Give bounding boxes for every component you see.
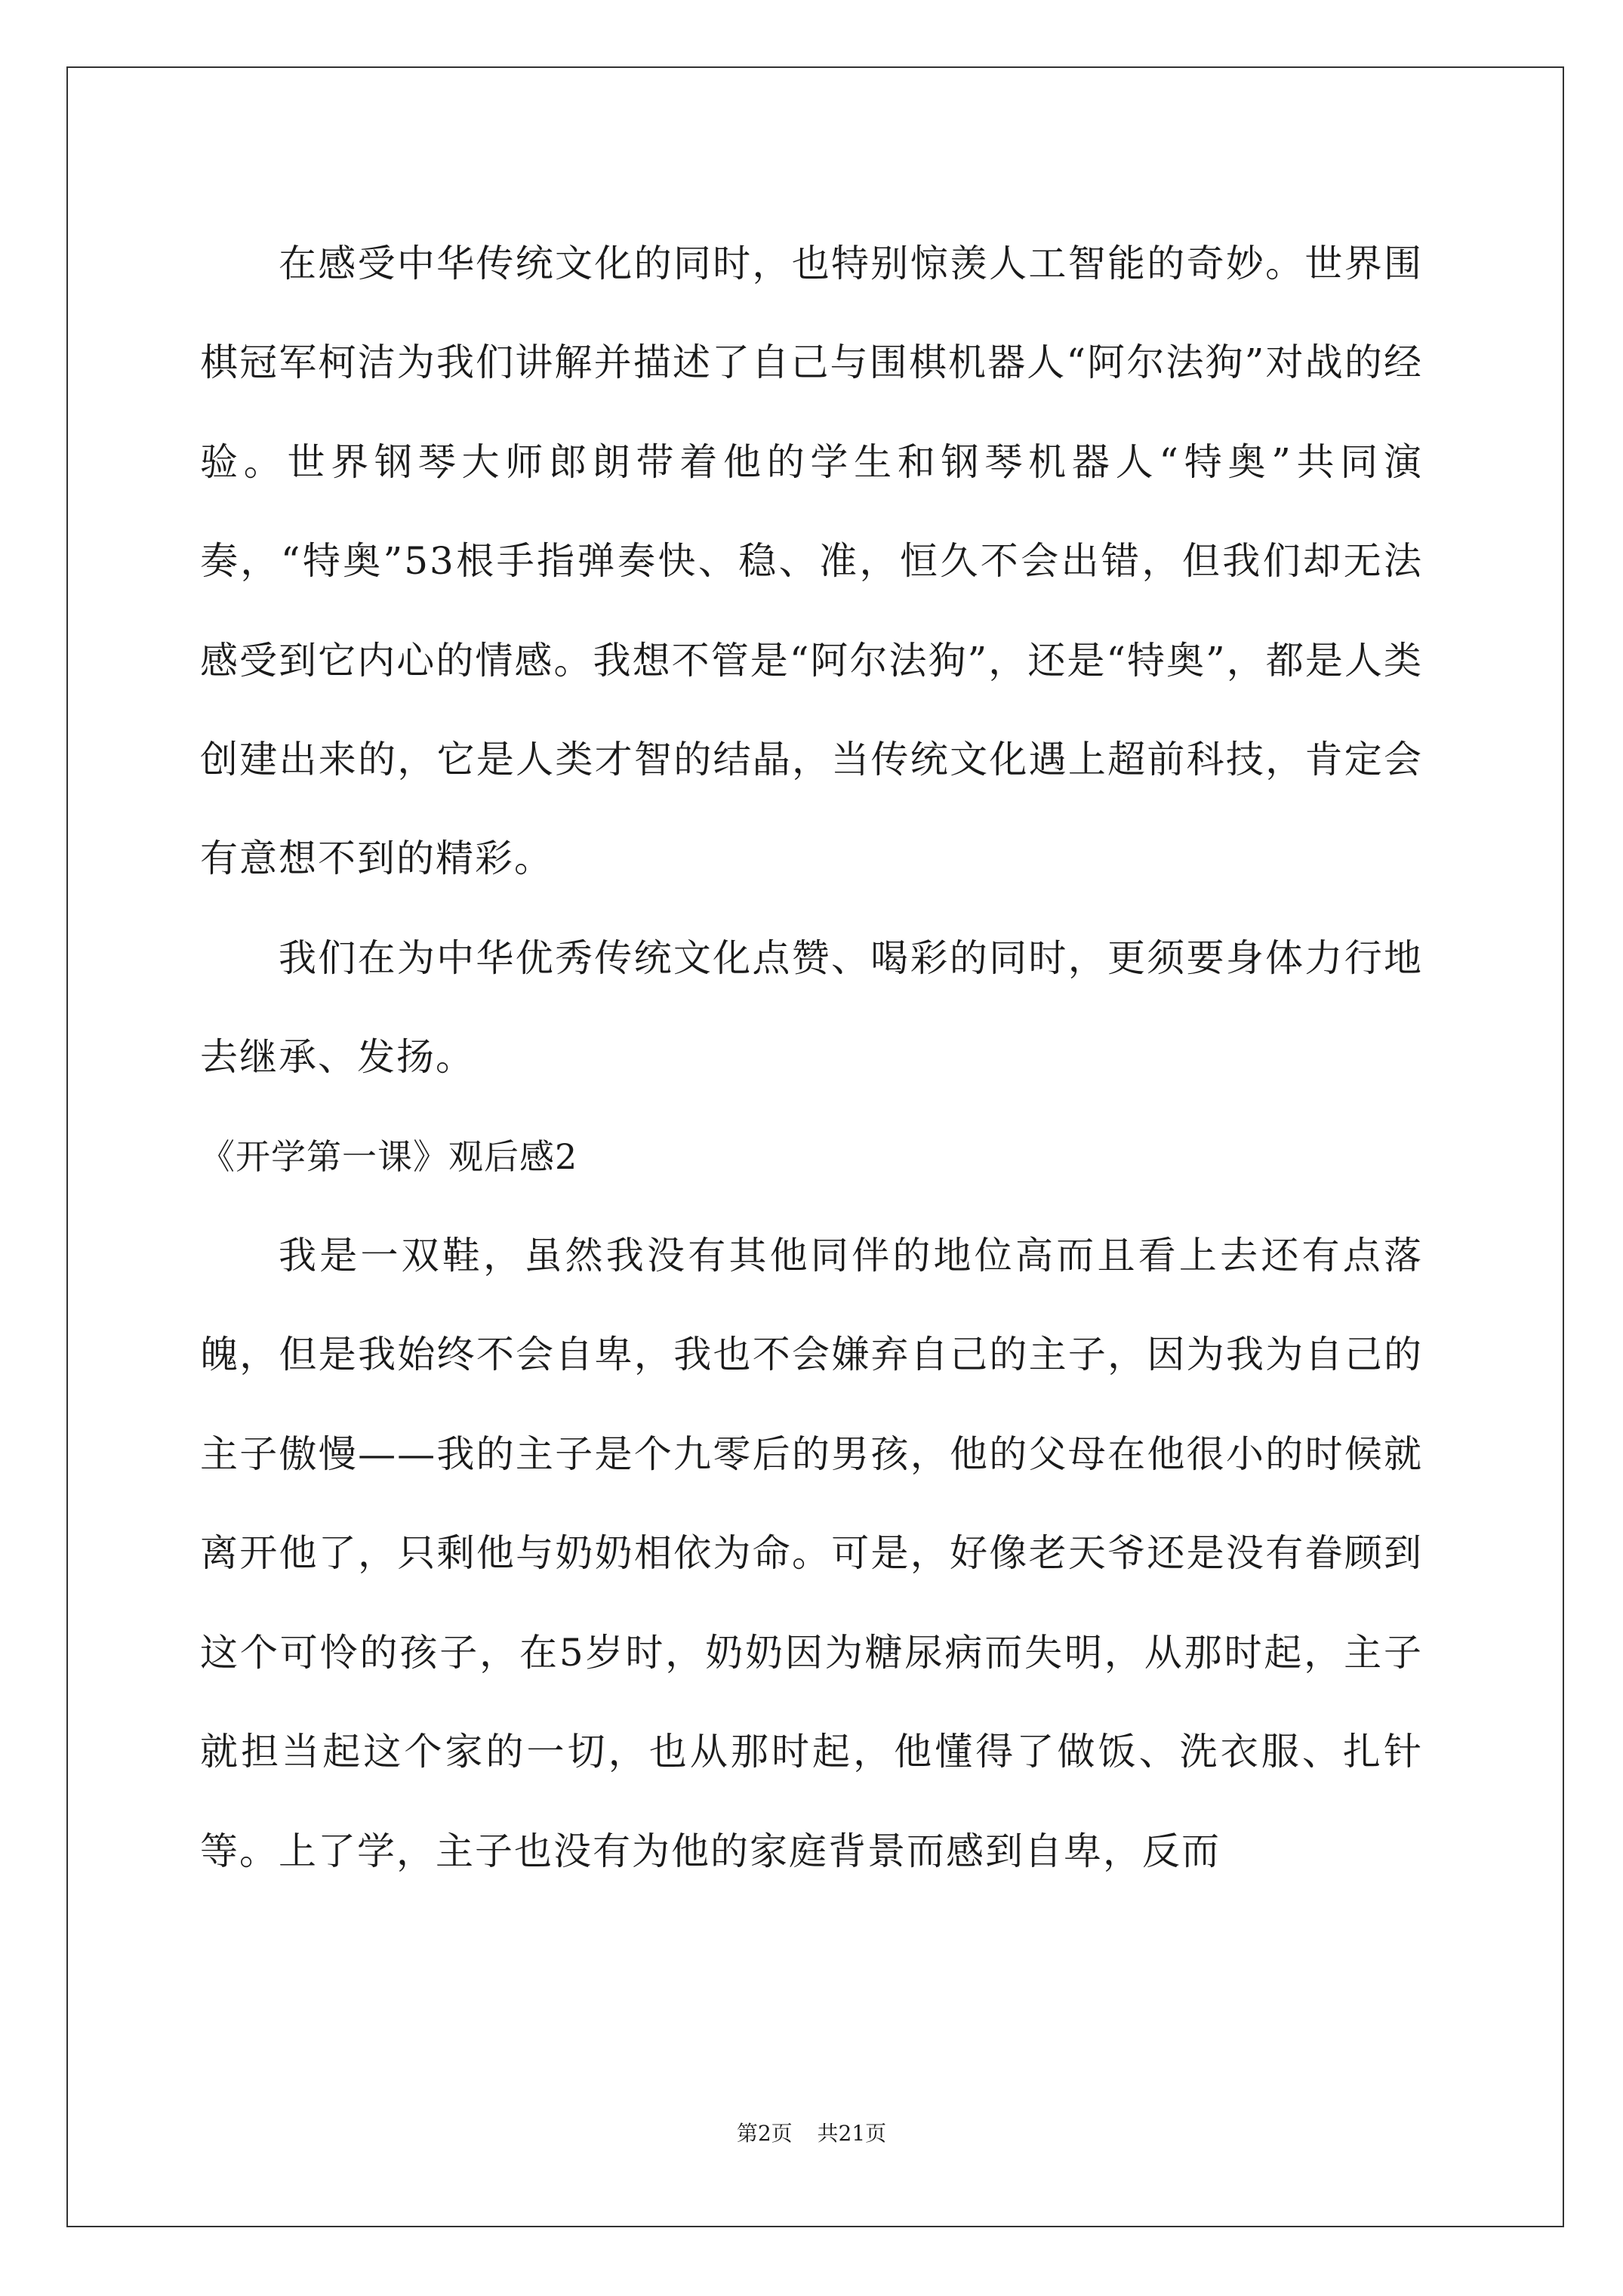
- paragraph-2: 我们在为中华优秀传统文化点赞、喝彩的同时，更须要身体力行地去继承、发扬。: [200, 935, 1423, 1080]
- document-body: [200, 214, 1423, 1901]
- paragraph-3: 我是一双鞋，虽然我没有其他同伴的地位高而且看上去还有点落魄，但是我始终不会自卑，我也不会嫌弃自己的主子，因为我为自己的主子傲慢——我的主子是个九零后的男孩，他的父母在他很小的时候就离开他了，只剩他与奶奶相依为命。可是，好像老天爷还是没有眷顾到这个可怜的孩子，在5岁时，奶奶因为糖尿病而失明，从那时起，主子就担当起这个家的一切，也从那时起，他懂得了做饭、洗衣服、扎针等。上了学，主子也没有为他的家庭背景而感到自卑，反而: [200, 1234, 1423, 1873]
- page-footer: [0, 2117, 1623, 2147]
- section-title: 《开学第一课》观后感2: [200, 1136, 578, 1177]
- page-total: 共21页: [817, 2121, 887, 2146]
- page-number: 第2页: [736, 2121, 793, 2146]
- paragraph-1: 在感受中华传统文化的同时，也特别惊羡人工智能的奇妙。世界围棋冠军柯洁为我们讲解并描述了自己与围棋机器人“阿尔法狗”对战的经验。世界钢琴大师郎朗带着他的学生和钢琴机器人“特奥”共同演奏，“特奥”53根手指弹奏快、稳、准，恒久不会出错，但我们却无法感受到它内心的情感。我想不管是“阿尔法狗”，还是“特奥”，都是人类创建出来的，它是人类才智的结晶，当传统文化遇上超前科技，肯定会有意想不到的精彩。: [200, 242, 1423, 881]
